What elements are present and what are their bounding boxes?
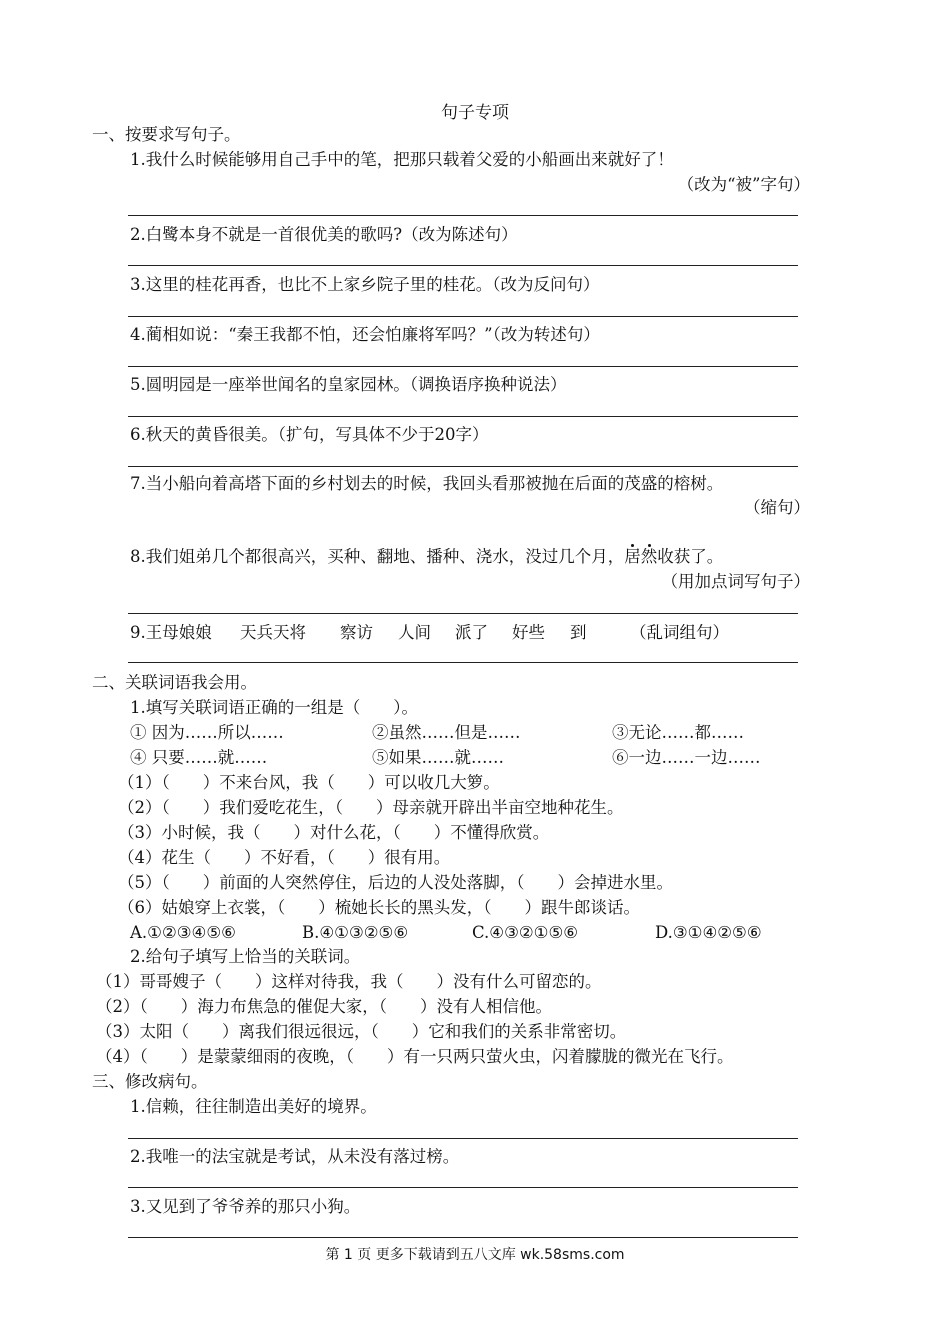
s1-question-8	[130, 546, 723, 568]
option: ① 因为……所以……	[130, 723, 284, 742]
answer-choice[interactable]: C.④③②①⑤⑥	[472, 923, 579, 942]
answer-line[interactable]	[128, 662, 798, 663]
section2-heading: 二、关联词语我会用。	[92, 673, 257, 692]
fill-item: （3）太阳（ ）离我们很远很远，（ ）它和我们的关系非常密切。	[96, 1022, 627, 1041]
answer-line[interactable]	[128, 1187, 798, 1188]
emphasis-dot-char: 然	[640, 547, 658, 566]
s1-question-9-word: 到	[570, 623, 587, 642]
s1-question-9-note: （乱词组句）	[630, 623, 729, 642]
fill-item: （3）小时候，我（ ）对什么花，（ ）不懂得欣赏。	[118, 823, 550, 842]
q8-text-after: 收获了。	[657, 547, 724, 566]
s1-question-9-word: 派了	[455, 623, 488, 642]
option: ⑥一边……一边……	[612, 748, 761, 767]
page-title: 句子专项	[441, 103, 509, 123]
s1-question-1-note: （改为“被”字句）	[677, 175, 810, 194]
answer-line[interactable]	[128, 316, 798, 317]
answer-choice[interactable]: A.①②③④⑤⑥	[130, 923, 236, 942]
s3-question-3: 3.又见到了爷爷养的那只小狗。	[130, 1197, 361, 1216]
fill-item: （5）（ ）前面的人突然停住，后边的人没处落脚，（ ）会掉进水里。	[118, 873, 673, 892]
section1-heading: 一、按要求写句子。	[92, 125, 241, 144]
s1-question-3: 3.这里的桂花再香，也比不上家乡院子里的桂花。（改为反问句）	[130, 275, 600, 294]
answer-choice[interactable]: B.④①③②⑤⑥	[302, 923, 409, 942]
s1-question-4: 4.蔺相如说：“秦王我都不怕，还会怕廉将军吗？”（改为转述句）	[130, 325, 600, 344]
answer-line[interactable]	[128, 265, 798, 266]
s1-question-7-note: （缩句）	[744, 498, 810, 517]
s2-part2-intro: 2.给句子填写上恰当的关联词。	[130, 947, 361, 966]
answer-choice[interactable]: D.③①④②⑤⑥	[655, 923, 762, 942]
option: ⑤如果……就……	[372, 748, 504, 767]
option: ③无论……都……	[612, 723, 744, 742]
answer-line[interactable]	[128, 215, 798, 216]
q8-text-before: 8.我们姐弟几个都很高兴，买种、翻地、播种、浇水，没过几个月，	[130, 547, 625, 566]
fill-item: （6）姑娘穿上衣裳，（ ）梳她长长的黑头发，（ ）跟牛郎谈话。	[118, 898, 640, 917]
fill-item: （4）花生（ ）不好看，（ ）很有用。	[118, 848, 451, 867]
answer-line[interactable]	[128, 416, 798, 417]
s1-question-6: 6.秋天的黄昏很美。（扩句，写具体不少于20字）	[130, 425, 489, 444]
s1-question-9-word: 察访	[340, 623, 373, 642]
s1-question-1: 1.我什么时候能够用自己手中的笔，把那只载着父爱的小船画出来就好了！	[130, 150, 674, 169]
answer-line[interactable]	[128, 1237, 798, 1238]
option: ②虽然……但是……	[372, 723, 521, 742]
s1-question-7: 7.当小船向着高塔下面的乡村划去的时候，我回头看那被抛在后面的茂盛的榕树。	[130, 474, 724, 493]
s3-question-1: 1.信赖，往往制造出美好的境界。	[130, 1097, 377, 1116]
page-footer: 第 1 页 更多下载请到五八文库 wk.58sms.com	[325, 1247, 625, 1263]
s1-question-9-word: 9.王母娘娘	[130, 623, 212, 642]
answer-line[interactable]	[128, 613, 798, 614]
fill-item: （1）（ ）不来台风，我（ ）可以收几大箩。	[118, 773, 500, 792]
option: ④ 只要……就……	[130, 748, 268, 767]
s1-question-9-word: 天兵天将	[240, 623, 306, 642]
emphasis-dot-char: 居	[624, 547, 641, 566]
fill-item: （4）（ ）是蒙蒙细雨的夜晚，（ ）有一只两只萤火虫，闪着朦胧的微光在飞行。	[96, 1047, 734, 1066]
s3-question-2: 2.我唯一的法宝就是考试，从未没有落过榜。	[130, 1147, 460, 1166]
s2-part1-intro: 1.填写关联词语正确的一组是（ ）。	[130, 698, 418, 717]
section3-heading: 三、修改病句。	[92, 1072, 208, 1091]
fill-item: （2）（ ）海力布焦急的催促大家，（ ）没有人相信他。	[96, 997, 552, 1016]
s1-question-8-note: （用加点词写句子）	[661, 572, 810, 591]
answer-line[interactable]	[128, 366, 798, 367]
s1-question-9-word: 好些	[512, 623, 545, 642]
answer-line[interactable]	[128, 1138, 798, 1139]
s1-question-5: 5.圆明园是一座举世闻名的皇家园林。（调换语序换种说法）	[130, 375, 567, 394]
s1-question-9-word: 人间	[398, 623, 431, 642]
fill-item: （1）哥哥嫂子（ ）这样对待我，我（ ）没有什么可留恋的。	[96, 972, 602, 991]
fill-item: （2）（ ）我们爱吃花生，（ ）母亲就开辟出半亩空地种花生。	[118, 798, 624, 817]
answer-line[interactable]	[128, 466, 798, 467]
s1-question-2: 2.白鹭本身不就是一首很优美的歌吗?（改为陈述句）	[130, 225, 518, 244]
